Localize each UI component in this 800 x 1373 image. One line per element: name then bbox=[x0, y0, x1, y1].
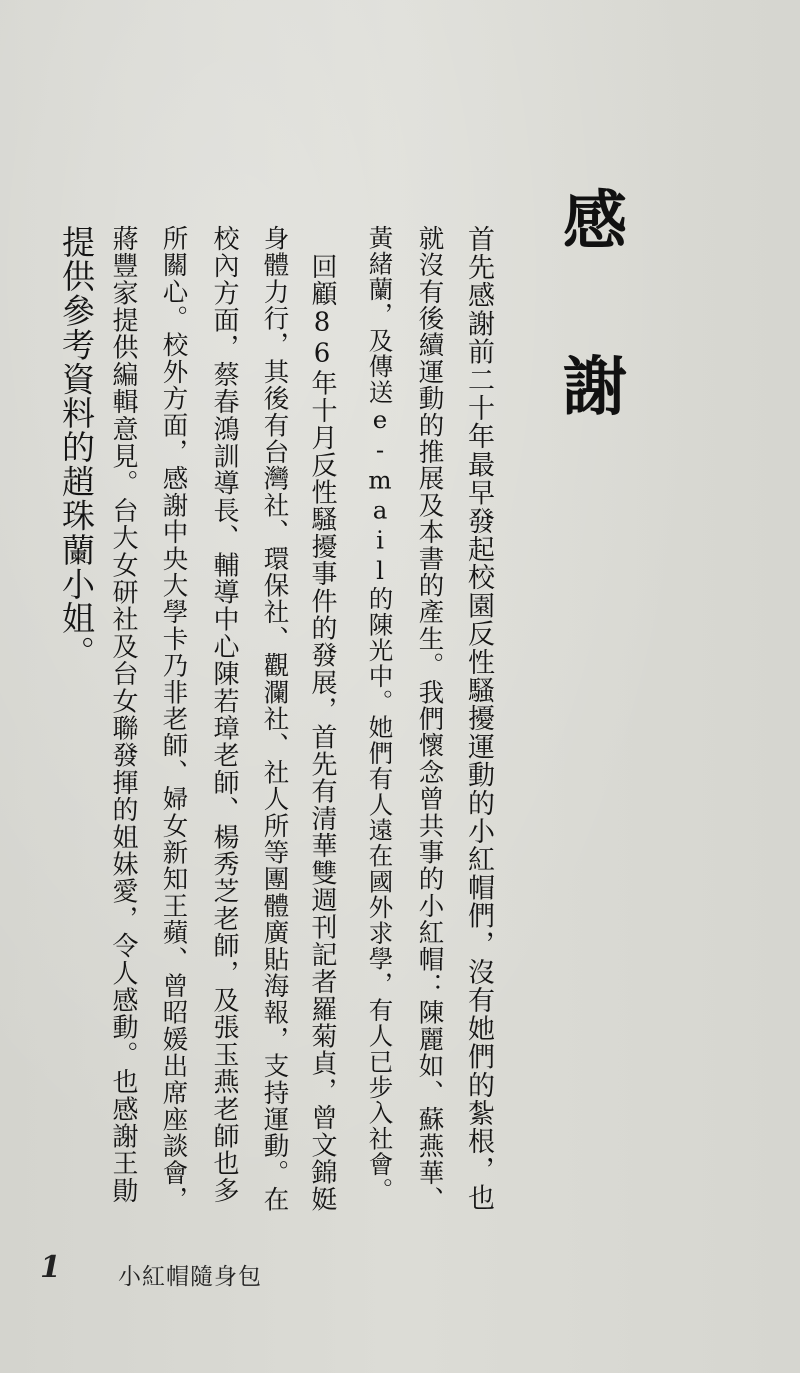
paragraph-column-5: 身體力行，其後有台灣社、環保社、觀瀾社、社人所等團體廣貼海報，支持運動。在 bbox=[259, 225, 290, 1213]
title-char-2: 謝 bbox=[563, 351, 627, 425]
paragraph-column-3: 黃緒蘭，及傳送e-mail的陳光中。她們有人遠在國外求學，有人已步入社會。 bbox=[365, 225, 395, 1203]
paragraph-column-9: 提供參考資料的趙珠蘭小姐。 bbox=[57, 225, 96, 670]
paragraph-column-6: 校內方面，蔡春鴻訓導長、輔導中心陳若璋老師、楊秀芝老師，及張玉燕老師也多 bbox=[209, 225, 239, 1205]
paragraph-column-4: 回顧86年十月反性騷擾事件的發展，首先有清華雙週刊記者羅菊貞，曾文錦娗 bbox=[307, 253, 337, 1213]
page-title bbox=[540, 185, 650, 425]
paragraph-column-8: 蔣豐家提供編輯意見。台大女研社及台女聯發揮的姐妹愛，令人感動。也感謝王勛 bbox=[108, 225, 138, 1205]
title-char-1: 感 bbox=[563, 185, 627, 259]
paragraph-column-7: 所關心。校外方面，感謝中央大學卡乃非老師、婦女新知王蘋、曾昭媛出席座談會， bbox=[158, 225, 189, 1213]
paragraph-column-1: 首先感謝前二十年最早發起校園反性騷擾運動的小紅帽們，沒有她們的紮根，也 bbox=[463, 225, 494, 1212]
paragraph-column-2: 就沒有後續運動的推展及本書的產生。我們懷念曾共事的小紅帽：陳麗如、蘇燕華、 bbox=[414, 225, 445, 1213]
running-head: 小紅帽隨身包 bbox=[118, 1264, 262, 1290]
page-number: 1 bbox=[40, 1250, 61, 1285]
